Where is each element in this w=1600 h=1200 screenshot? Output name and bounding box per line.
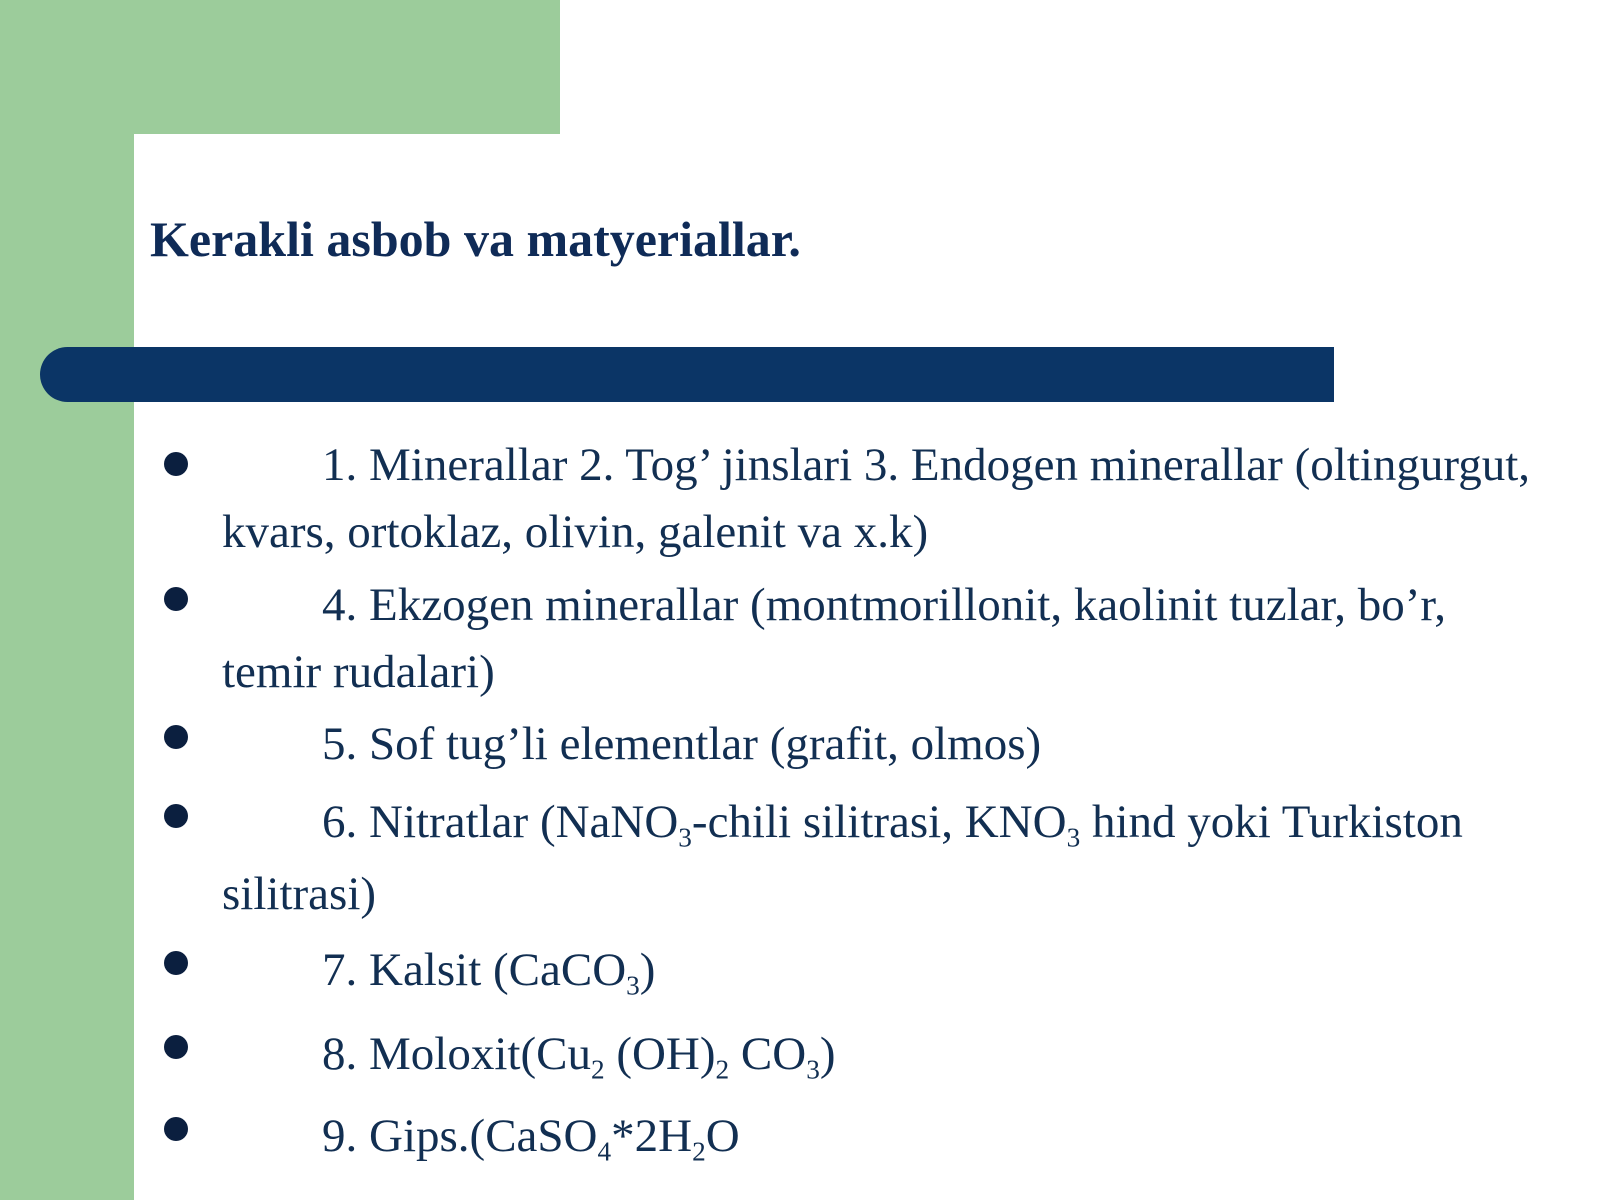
bullet-dot [164, 725, 188, 749]
text-segment: 8. Moloxit(Cu [322, 1028, 591, 1080]
text-segment: 5. Sof tug’li elementlar (grafit, olmos) [322, 718, 1042, 770]
item-text [222, 796, 1463, 920]
subscript: 2 [590, 1054, 605, 1085]
text-segment: ) [639, 944, 656, 996]
list-item [222, 937, 1552, 1004]
item-text [322, 1028, 836, 1085]
item-text [322, 718, 1041, 770]
list-item [222, 786, 1552, 930]
bullet-dot [164, 452, 188, 476]
item-text [222, 439, 1530, 558]
subscript: 3 [678, 822, 692, 853]
bullet-dot [164, 1117, 188, 1141]
text-segment: CO [729, 1028, 807, 1080]
text-segment: hind yoki Turkiston silitrasi) [222, 796, 1463, 920]
list-item [222, 432, 1552, 566]
slide-title: Kerakli asbob va matyeriallar. [150, 211, 801, 267]
list-item [222, 1103, 1552, 1170]
bullet-dot [164, 951, 188, 975]
bullet-dot [164, 1035, 188, 1059]
text-segment: -chili silitrasi, KNO [691, 796, 1067, 848]
text-segment: 9. Gips.(CaSO [322, 1110, 598, 1162]
item-text [222, 579, 1446, 698]
bullet-dot [164, 804, 188, 828]
subscript: 4 [597, 1136, 612, 1167]
text-segment: 6. Nitratlar (NaNO [322, 796, 679, 848]
text-segment: 1. Minerallar 2. Tog’ jinslari 3. Endogen minerallar (oltingurgut, kvars, ortoklaz, olivin, galenit va x.k) [222, 439, 1531, 558]
bullet-dot [164, 587, 188, 611]
subscript: 3 [806, 1054, 820, 1085]
list-item [222, 711, 1552, 778]
text-segment: 4. Ekzogen minerallar (montmorillonit, kaolinit tuzlar, bo’r, temir rudalari) [222, 579, 1446, 698]
text-segment: O [705, 1110, 740, 1162]
item-text [322, 1110, 740, 1167]
text-segment: *2H [611, 1110, 693, 1162]
subscript: 3 [626, 970, 640, 1001]
item-text [322, 944, 656, 1001]
list-item [222, 572, 1552, 706]
subscript: 2 [715, 1054, 730, 1085]
subscript: 3 [1066, 822, 1081, 853]
text-segment: ) [819, 1028, 836, 1080]
subscript: 2 [692, 1136, 706, 1167]
list-item [222, 1021, 1552, 1088]
text-segment: (OH) [604, 1028, 716, 1080]
text-segment: 7. Kalsit (CaCO [322, 944, 627, 996]
